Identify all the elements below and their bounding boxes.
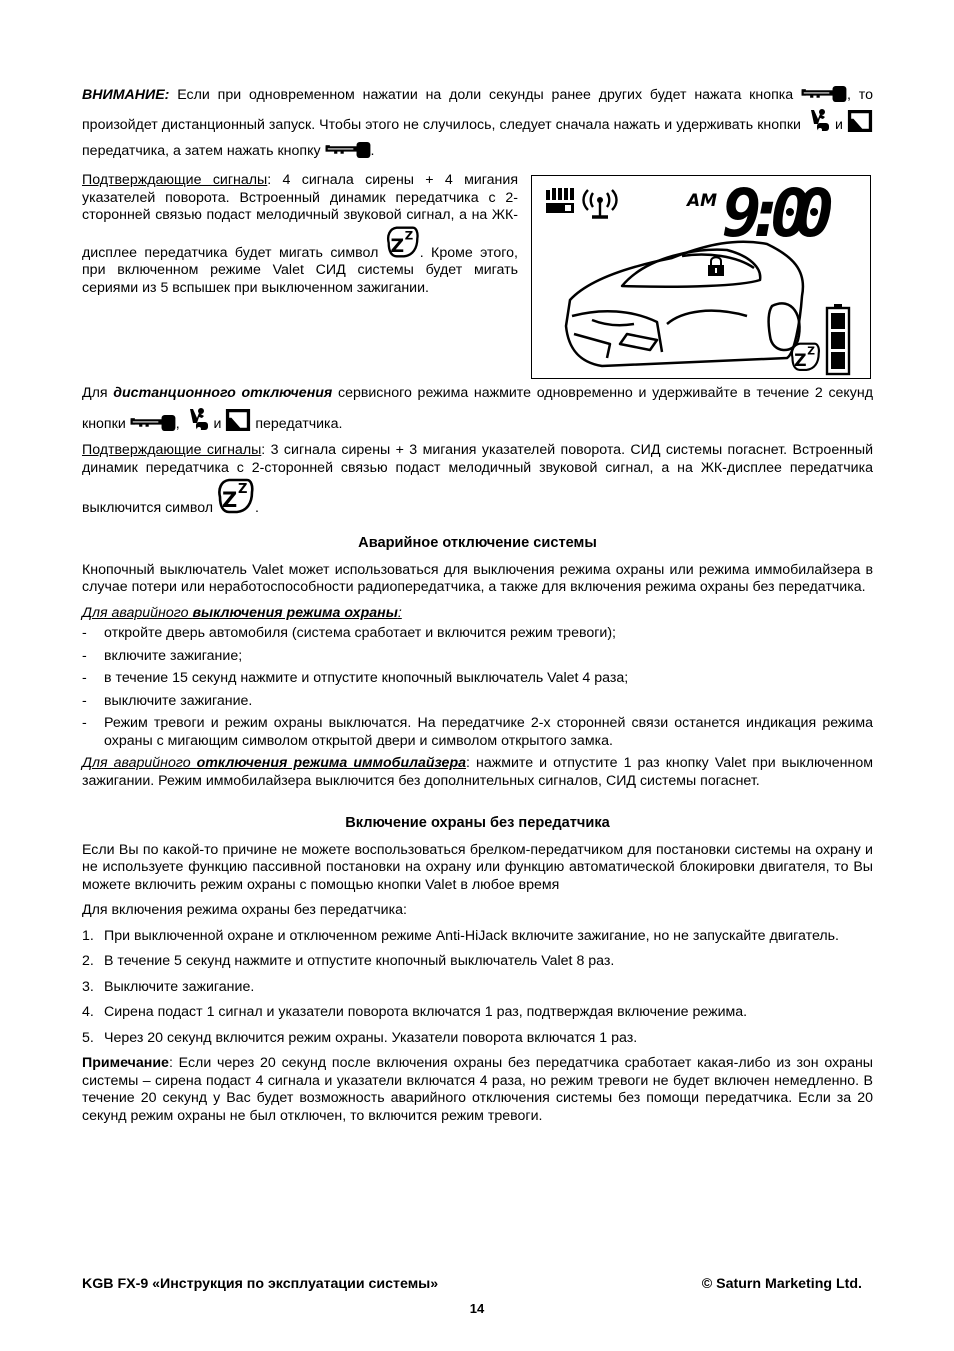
sleep-zz-icon: [386, 225, 420, 259]
runner-icon: [805, 108, 831, 132]
key-icon: [130, 415, 176, 431]
emergency-intro: Кнопочный выключатель Valet может использоваться для выключения режима охраны или режима иммобилайзера в случае потери или неработоспособности радиопередатчика, а также для включения режима охраны без передатчика.: [82, 561, 873, 595]
signal-bars-icon: [546, 188, 574, 213]
confirm-signals-paragraph-2: Подтверждающие сигналы: 3 сигнала сирены + 3 мигания указателей поворота. СИД системы погаснет. Встроенный динамик передатчика с 2-сторонней связью подаст мелодичный звуковой сигнал, а на ЖК-дисплее передатчика выключится символ .: [82, 442, 873, 516]
arming-intro: Если Вы по какой-то причине не можете воспользоваться брелком-передатчиком для постановки системы на охрану и не используете функцию пассивной постановки на охрану или функцию автоматической блокировки двигателя, то Вы можете включить режим охраны с помощью кнопки Valet в любое время: [82, 841, 873, 893]
key-icon: [325, 142, 371, 158]
list-item: - включите зажигание;: [82, 648, 873, 666]
arming-steps-list: [82, 928, 873, 1048]
arming-heading: Включение охраны без передатчика: [345, 815, 610, 831]
list-item: - выключите зажигание.: [82, 693, 873, 711]
am-label: AM: [687, 191, 718, 211]
footer-copyright: © Saturn Marketing Ltd.: [701, 1276, 862, 1292]
key-icon: [801, 86, 847, 102]
sleep-zz-icon: [792, 344, 819, 371]
lcd-artwork: [532, 176, 869, 377]
emergency-subheading-1: Для аварийного выключения режима охраны:: [82, 604, 402, 621]
attention-paragraph: ВНИМАНИЕ: Если при одновременном нажатии на доли секунды ранее других будет нажата кнопка , то произойдет дистанционный запуск. Чтобы этого не случилось, следует сначала нажать и удерживать кнопки и передатчика, а затем нажать кнопку .: [82, 87, 873, 159]
trunk-icon: [225, 409, 251, 431]
confirm-signals-paragraph-1: Подтверждающие сигналы: 4 сигнала сирены + 4 мигания указателей поворота. Встроенный динамик передатчика с 2-сторонней связью подаст мелодичный звуковой сигнал, а на ЖК-дисплее передатчика будет мигать символ . Кроме этого, при включенном режиме Valet СИД системы будет мигать сериями из 5 вспышек при выключенном зажигании.: [82, 172, 519, 296]
list-item: 5. Через 20 секунд включится режим охраны. Указатели поворота включатся 1 раз.: [82, 1029, 638, 1046]
footer-title: KGB FX-9 «Инструкция по эксплуатации системы»: [82, 1276, 439, 1292]
runner-icon: [184, 407, 210, 431]
sleep-zz-icon: [217, 477, 255, 515]
list-item: 4. Сирена подаст 1 сигнал и указатели поворота включатся 1 раз, подтверждая включение режима.: [82, 1004, 748, 1020]
padlock-icon: [708, 257, 724, 276]
emergency-heading: Аварийное отключение системы: [358, 535, 597, 551]
trunk-icon: [847, 110, 873, 132]
footer: [82, 1276, 862, 1292]
attention-label: ВНИМАНИЕ:: [82, 87, 170, 103]
antenna-icon: [584, 190, 617, 217]
note-paragraph: Примечание: Если через 20 секунд после включения охраны без передатчика сработает какая-либо из зон охраны системы – сирена подаст 4 сигнала и указатели включатся 4 раза, но режим тревоги не будет включен немедленно. В течение 20 секунд у Вас будет возможность аварийного отключения системы без помощи передатчика. Если за 20 секунд режим охраны не был отключен, то включится режим тревоги.: [82, 1055, 873, 1124]
list-item: 3. Выключите зажигание.: [82, 978, 255, 995]
emergency-steps-list: [82, 625, 873, 750]
lcd-display-illustration: [531, 175, 871, 379]
remote-off-paragraph: Для дистанционного отключения сервисного режима нажмите одновременно и удерживайте в течение 2 секунд кнопки , и передатчика.: [82, 385, 873, 432]
list-item: - в течение 15 секунд нажмите и отпустите кнопочный выключатель Valet 4 раза;: [82, 670, 873, 688]
arming-lead: Для включения режима охраны без передатчика:: [82, 902, 407, 918]
list-item: 2. В течение 5 секунд нажмите и отпустите кнопочный выключатель Valet 8 раз.: [82, 953, 615, 969]
list-item: 1. При выключенной охране и отключенном режиме Anti-HiJack включите зажигание, но не запускайте двигатель.: [82, 927, 839, 944]
list-item: - Режим тревоги и режим охраны выключатся. На передатчике 2-х сторонней связи останется индикация режима охраны с мигающим символом открытой двери и символом открытого замка.: [82, 715, 873, 750]
emergency-subheading-2: Для аварийного отключения режима иммобилайзера: нажмите и отпустите 1 раз кнопку Valet при выключенном зажигании. Режим иммобилайзера выключится без дополнительных сигналов, СИД системы погаснет.: [82, 755, 873, 789]
list-item: - откройте дверь автомобиля (система сработает и включится режим тревоги);: [82, 625, 873, 643]
car-icon: [566, 242, 803, 366]
battery-icon: [827, 304, 849, 374]
clock-time: 9:00: [722, 176, 834, 252]
page-number: 14: [469, 1301, 485, 1316]
